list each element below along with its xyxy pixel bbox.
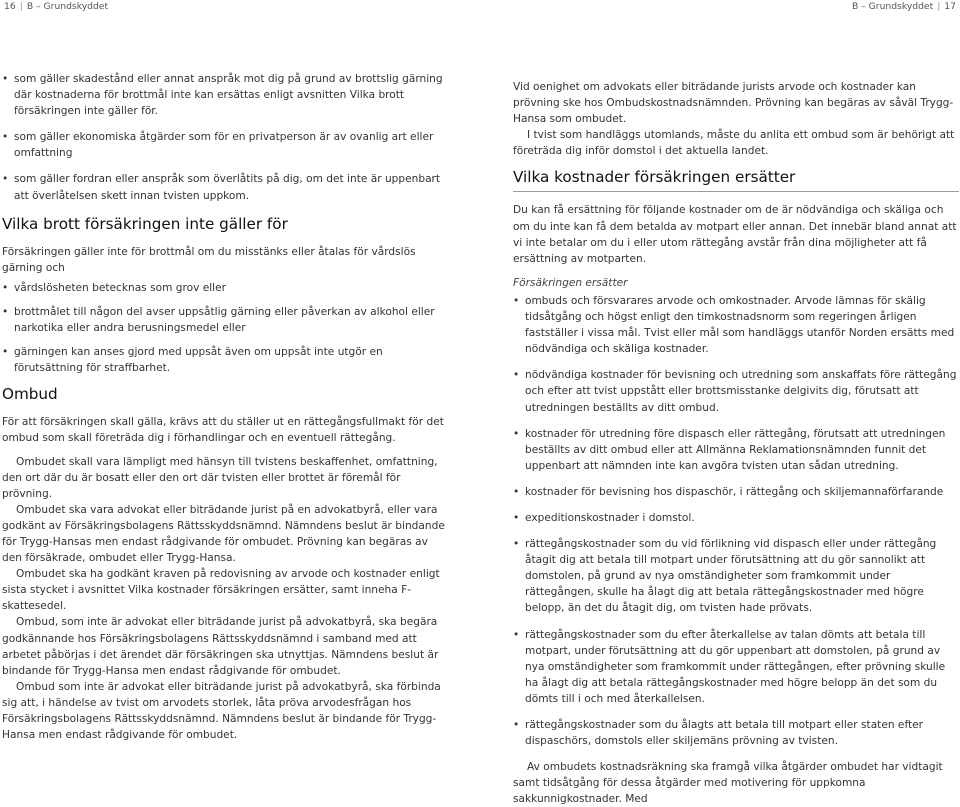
list-item: • brottmålet till någon del avser uppsåtlig gärning eller påverkan av alkohol eller narkotika eller andra berusningsmedel eller <box>2 304 448 336</box>
list-item: • kostnader för utredning före dispasch eller rättegång, förutsatt att utredningen beställts av ditt ombud eller att Allmänna Reklamationsnämnden funnit det uppenbart att nämnden inte kan avgöra tvisten utan sådan utredning. <box>513 426 959 474</box>
list-item: • vårdslösheten betecknas som grov eller <box>2 280 448 296</box>
list-item: • gärningen kan anses gjord med uppsåt även om uppsåt inte utgör en förutsättning för straffbarhet. <box>2 344 448 376</box>
ombud-paragraph: Ombudet ska ha godkänt kraven på redovisning av arvode och kostnader enligt sista stycket i avsnittet Vilka kostnader försäkringen ersätter, samt inneha F-skattesedel. <box>2 568 440 613</box>
list-item: • rättegångskostnader som du ålagts att betala till motpart eller staten efter dispaschörs, domstols eller skiljemäns prövning av tvisten. <box>513 717 959 749</box>
foreign-dispute-paragraph: I tvist som handläggs utomlands, måste du anlita ett ombud som är behörigt att företräda dig inför domstol i det aktuella landet. <box>513 129 955 158</box>
header-separator: | <box>19 1 23 12</box>
ombud-paragraph: Ombudet skall vara lämpligt med hänsyn till tvistens beskaffenhet, omfattning, den ort där du är bosatt eller den ort där tvisten eller brottet är föremål för prövning. <box>2 455 438 500</box>
crimes-intro: Försäkringen gäller inte för brottmål om du misstänks eller åtalas för vårdslös gärning och <box>2 245 416 274</box>
list-item: • kostnader för bevisning hos dispaschör, i rättegång och skiljemannaförfarande <box>513 484 959 500</box>
costs-intro: Du kan få ersättning för följande kostnader om de är nödvändiga och skäliga och om du inte kan få dem betalda av motpart eller annan. Det innebär bland annat att vi inte betalar om du i eller utom rättegång avstår från dina möjligheter att få ersättning av motparten. <box>513 204 957 265</box>
list-item: • rättegångskostnader som du vid förlikning vid dispasch eller under rättegång åtagit dig att betala till motpart under förutsättning att du gör sannolikt att domstolen, på grund av nya omständigheter som framkommit under rättegången, skulle ha ålagt dig att betala rättegångskostnader med högre belopp, än det du åtagit dig, om tvisten hade prövats. <box>513 536 959 616</box>
list-item: • ombuds och försvarares arvode och omkostnader. Arvode lämnas för skälig tidsåtgång och högst enligt den timkostnadsnorm som regeringen årligen fastställer i vissa mål. Tvist eller mål som handläggs utanför Norden ersätts med nödvändiga och skäliga kostnader. <box>513 293 959 357</box>
crimes-list <box>2 280 448 376</box>
costs-subheading: Försäkringen ersätter <box>513 276 628 289</box>
closing-paragraph: Av ombudets kostnadsräkning ska framgå vilka åtgärder ombudet har vidtagit samt tidsåtgång för dessa åtgärder med motivering för uppkomna sakkunnigkostnader. Med <box>513 761 943 806</box>
ombud-paragraph: Ombud, som inte är advokat eller biträdande jurist på advokatbyrå, ska begära godkännande hos Försäkringsbolagens Rättsskyddsnämnd i samband med att arbetet påbörjas i det ärendet där försäkringen ska utnyttjas. Nämndens beslut är bindande för Trygg-Hansa men endast rådgivande för ombudet. <box>2 616 439 677</box>
section-heading-ombud: Ombud <box>2 385 58 404</box>
right-page-number: 17 <box>944 1 956 12</box>
right-section-title: B – Grundskyddet <box>851 1 934 12</box>
right-column <box>513 79 959 807</box>
ombud-paragraph: För att försäkringen skall gälla, krävs att du ställer ut en rättegångsfullmakt för det ombud som skall företräda dig i förhandlingar och en eventuell rättegång. <box>2 416 444 445</box>
ombud-paragraph: Ombud som inte är advokat eller biträdande jurist på advokatbyrå, ska förbinda sig att, i händelse av tvist om arvodets storlek, låta pröva arvodesfrågan hos Försäkringsbolagens Rättsskyddsnämnd. Nämndens beslut är bindande för Trygg-Hansa men endast rådgivande för ombudet. <box>2 680 441 742</box>
list-item: • som gäller fordran eller anspråk som överlåtits på dig, om det inte är uppenbart att överlåtelsen skett innan tvisten uppkom. <box>2 171 448 203</box>
list-item: • som gäller skadestånd eller annat anspråk mot dig på grund av brottslig gärning där kostnaderna för brottmål inte kan ersättas enligt avsnitten Vilka brott försäkringen inte gäller för. <box>2 71 448 119</box>
header-separator: | <box>937 1 941 12</box>
list-item: • som gäller ekonomiska åtgärder som för en privatperson är av ovanlig art eller omfattning <box>2 129 448 161</box>
left-section-title: B – Grundskyddet <box>26 1 109 12</box>
list-item: • nödvändiga kostnader för bevisning och utredning som anskaffats före rättegång och efter att tvist uppstått eller brottsmisstanke delgivits dig, förutsatt att utredningen beställts av ditt ombud. <box>513 367 959 415</box>
section-heading-costs: Vilka kostnader försäkringen ersätter <box>513 167 959 192</box>
fee-dispute-paragraph: Vid oenighet om advokats eller biträdande jurists arvode och kostnader kan prövning ske hos Ombudskostnadsnämnden. Prövning kan begäras av såväl Trygg-Hansa som ombudet. <box>513 81 954 126</box>
left-page-number: 16 <box>4 1 16 12</box>
exclusions-list <box>2 71 448 204</box>
list-item: • expeditionskostnader i domstol. <box>513 510 959 526</box>
left-column <box>2 71 448 743</box>
ombud-paragraph: Ombudet ska vara advokat eller biträdande jurist på en advokatbyrå, eller vara godkänt av Försäkringsbolagens Rättsskyddsnämnd. Nämndens beslut är bindande för Trygg-Hansas men endast rådgivande för ombudet. Prövning kan begäras av den försäkrade, ombudet eller Trygg-Hansa. <box>2 503 445 565</box>
right-page-header <box>852 0 956 14</box>
list-item: • rättegångskostnader som du efter återkallelse av talan dömts att betala till motpart, under förutsättning att du gör uppenbart att domstolen, på grund av nya omständigheter som framkommit under rättegången, efter prövning skulle ha ålagt dig att betala rättegångskostnader med högre belopp än det som du dömts till i och med återkallelsen. <box>513 627 959 707</box>
left-page-header <box>4 0 108 14</box>
costs-list <box>513 293 959 749</box>
section-heading-crimes: Vilka brott försäkringen inte gäller för <box>2 214 288 233</box>
